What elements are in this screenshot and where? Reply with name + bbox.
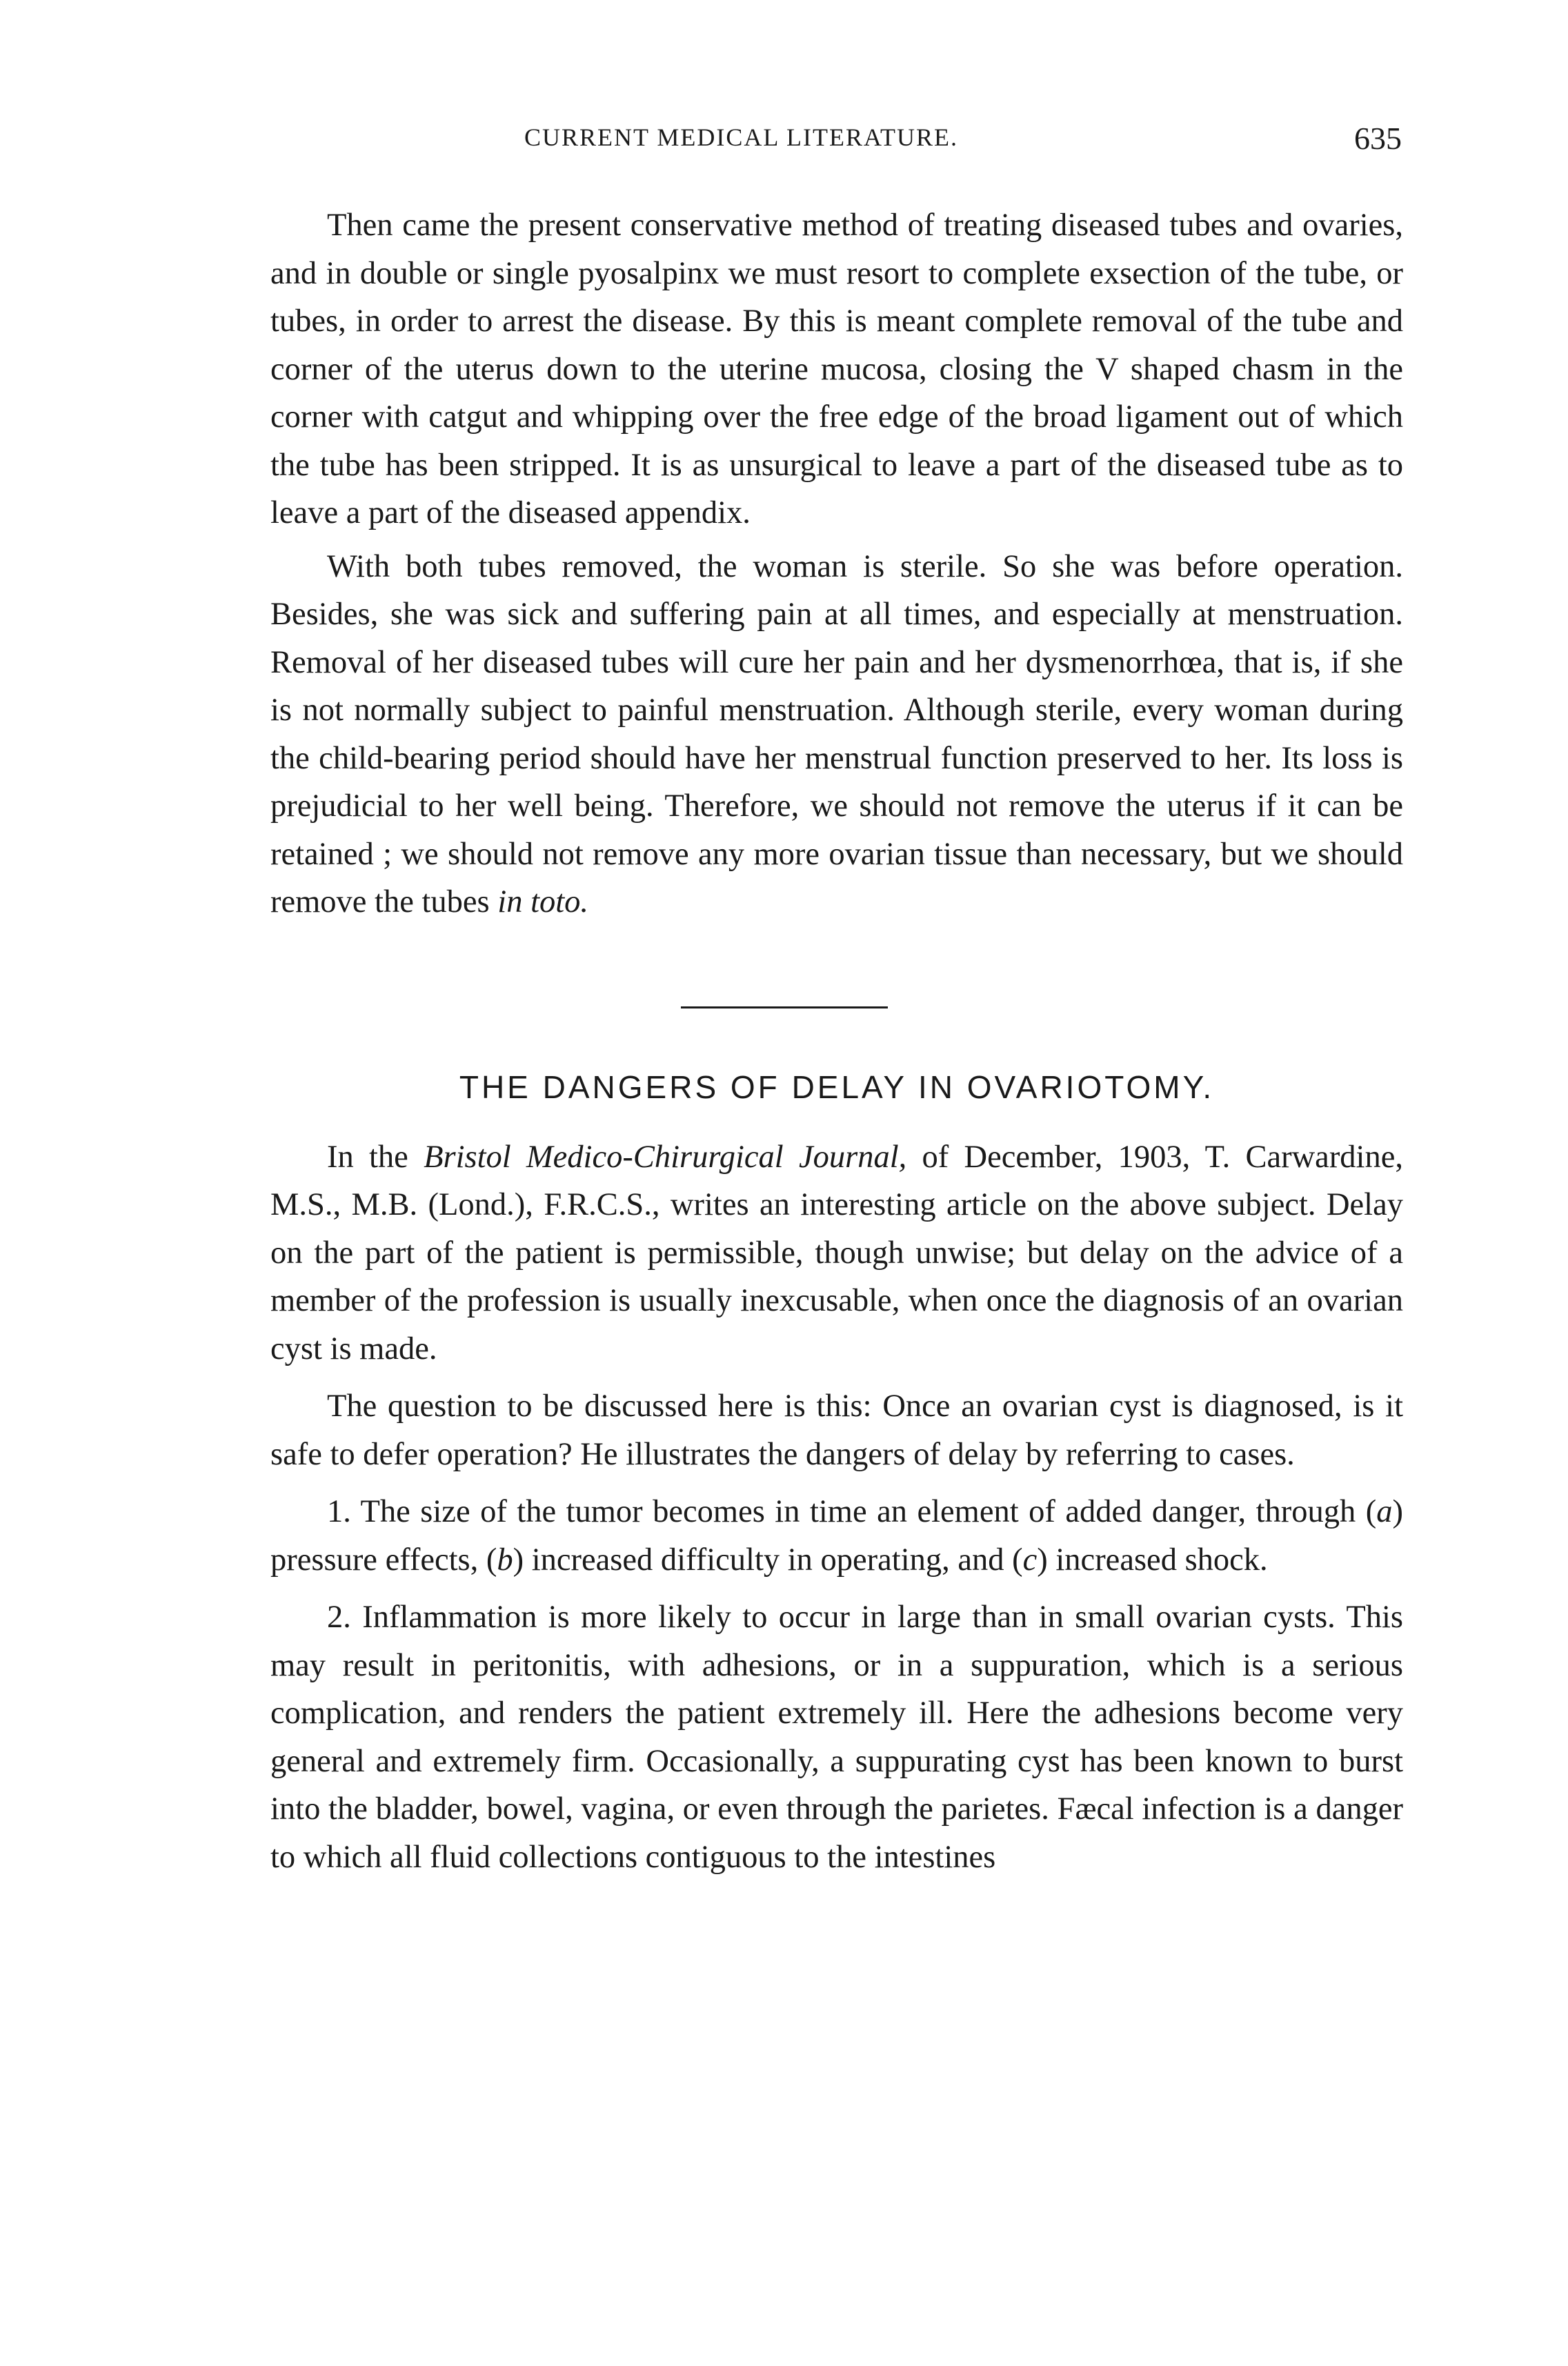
paragraph-sterility [270, 543, 1403, 926]
body-text [270, 201, 1403, 1881]
paragraph-point-1-size [270, 1488, 1403, 1584]
point-1-text-a: 1. The size of the tumor becomes in time an element of added danger, through ( [327, 1494, 1377, 1529]
section-title: THE DANGERS OF DELAY IN OVARIOTOMY. [459, 1068, 1215, 1105]
paragraph-sterility-text: With both tubes removed, the woman is sterile. So she was before operation. Besides, she was sick and suffering pain at all times, and especially at menstruation. Removal of her diseased tubes will cure her pain and her dysmenorrhœa, that is, if she is not normally subject to painful menstruation. Although sterile, every woman during the child-bearing period should have her menstrual function preserved to her. Its loss is prejudicial to her well being. Therefore, we should not remove the uterus if it can be retained ; we should not remove any more ovarian tissue than necessary, but we should remove the tubes [270, 548, 1403, 919]
intro-lead: In the [327, 1139, 424, 1175]
section-divider-rule [681, 1006, 888, 1008]
intro-text: of December, 1903, T. Carwardine, M.S., M.B. (Lond.), F.R.C.S., writes an interesting article on the above subject. Delay on the part of the patient is permissible, though unwise; but delay on the advice of a member of the profession is usually inexcusable, when once the diagnosis of an ovarian cyst is made. [270, 1139, 1403, 1366]
point-1-letter-c: c [1022, 1542, 1038, 1578]
point-1-letter-a: a [1376, 1494, 1393, 1529]
running-head: CURRENT MEDICAL LITERATURE. [524, 123, 958, 151]
journal-name-italic: Bristol Medico-Chirurgical Journal, [424, 1139, 907, 1175]
point-1-text-d: ) increased shock. [1037, 1542, 1268, 1578]
paragraph-question: The question to be discussed here is this: Once an ovarian cyst is diagnosed, is it safe to defer operation? He illustrates the dangers of delay by referring to cases. [270, 1389, 1403, 1472]
point-1-text-b: ) pressure effects, ( [270, 1494, 1403, 1578]
point-1-letter-b: b [497, 1542, 513, 1578]
page-number: 635 [1354, 121, 1402, 156]
page-header [270, 123, 1402, 164]
paragraph-intro-article [270, 1133, 1403, 1373]
in-toto-italic: in toto. [497, 884, 589, 919]
point-1-text-c: ) increased difficulty in operating, and ( [513, 1542, 1023, 1578]
paragraph-conservative-method: Then came the present conservative method of treating diseased tubes and ovaries, and in double or single pyosalpinx we must resort to complete exsection of the tube, or tubes, in order to arrest the disease. By this is meant complete removal of the tube and corner of the uterus down to the uterine mucosa, closing the V shaped chasm in the corner with catgut and whipping over the free edge of the broad ligament out of which the tube has been stripped. It is as unsurgical to leave a part of the diseased tube as to leave a part of the diseased appendix. [270, 208, 1403, 530]
paragraph-point-2-inflammation: 2. Inflammation is more likely to occur in large than in small ovarian cysts. This may result in peritonitis, with adhesions, or in a suppuration, which is a serious complication, and renders the patient extremely ill. Here the adhesions become very general and extremely firm. Occasionally, a suppurating cyst has been known to burst into the bladder, bowel, vagina, or even through the parietes. Fæcal infection is a danger to which all fluid collections contiguous to the intestines [270, 1600, 1403, 1875]
section-divider-area [270, 926, 1403, 1064]
